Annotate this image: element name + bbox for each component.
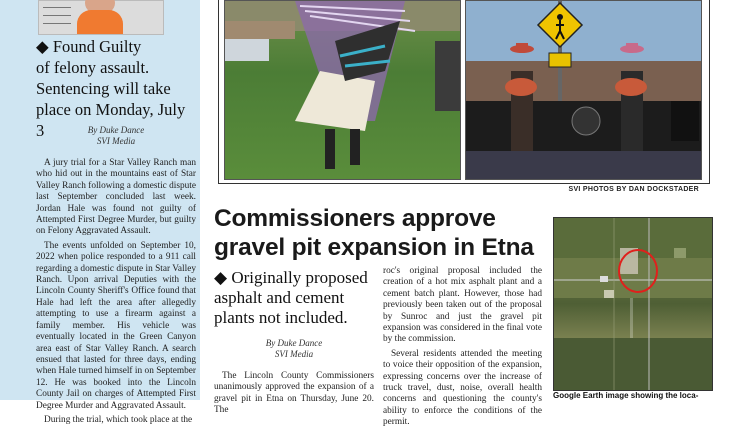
body-paragraph: Several residents attended the meeting to voice their opposition of the expansion, expressing concerns over the increase of truck travel, dust, noise, overall health concerns and questioning the county's ability to enforce the conditions of the permit. [383,348,542,428]
byline-org: SVI Media [96,136,136,146]
subhead-line: Sentencing will take [36,79,171,98]
dancer-photo-illustration [225,1,460,179]
body-paragraph: A jury trial for a Star Valley Ranch man who hid out in the mountains east of Star Valley Ranch following a domestic dispute last September concluded last week. Jordan Hale was found not guilty of Attempted First Degree Murder, but guilty on Felony Aggravated Assault. [36,158,196,237]
main-story-col2 [383,266,542,432]
photo-credit: SVI PHOTOS BY DAN DOCKSTADER [568,186,699,193]
diamond-bullet-icon: ◆ [214,268,228,287]
satellite-map-image [553,217,713,391]
left-story-body [36,158,196,429]
mugshot-photo [38,0,164,35]
subhead-line: Found Guilty [52,37,142,56]
dancer-photo [224,0,461,180]
height-chart-line [43,7,71,8]
mugshot-shirt [77,10,123,34]
body-paragraph: During the trial, which took place at the [44,414,193,425]
band-photo [465,0,702,180]
body-paragraph: The Lincoln County Commissioners unanimously approved the expansion of a gravel pit in Etna on Thursday, June 20. The [214,371,374,416]
diamond-bullet-icon: ◆ [36,37,49,56]
subhead-line: place on Monday, July 3 [36,100,186,140]
band-photo-illustration [466,1,701,179]
body-paragraph: roc's original proposal included the creation of a hot mix asphalt plant and a cement batch plant. However, those had previously been taken out of the proposal by Sunroc and just the gravel pit expansion was considered in the final vote by the commission. [383,266,542,345]
byline-name: By Duke Dance [87,125,145,135]
map-illustration [554,218,712,390]
main-subhead-text: Originally proposed asphalt and cement plants not included. [214,268,368,327]
main-story-col1 [214,371,374,420]
subhead-line: of felony assault. [36,58,150,77]
height-chart-line [43,15,71,16]
byline-org: SVI Media [274,349,314,359]
height-chart-line [43,23,71,24]
map-caption: Google Earth image showing the loca- [553,391,699,400]
byline-name: By Duke Dance [265,338,323,348]
main-headline: Commissioners approve gravel pit expansion in Etna [214,205,534,261]
main-subhead [214,268,374,328]
body-paragraph: The events unfolded on September 10, 2022 when police responded to a 911 call regarding a domestic dispute in Star Valley Ranch. Upon arrival Deputies with the Lincoln County Sheriff's Office found that Hale had left the area after allegedly attempting to use a firearm against a family member. His vehicle was eventually located in the Green Canyon area east of Star Valley Ranch. A search ensued that lasted for three days, ending when Hale turned himself in on September 12. He was booked into the Lincoln County Jail on charges of Attempted First Degree Murder and Aggravated Assault. [36,240,196,411]
left-story-panel [0,0,200,425]
left-story-byline [36,125,196,147]
main-story-byline [214,338,374,360]
